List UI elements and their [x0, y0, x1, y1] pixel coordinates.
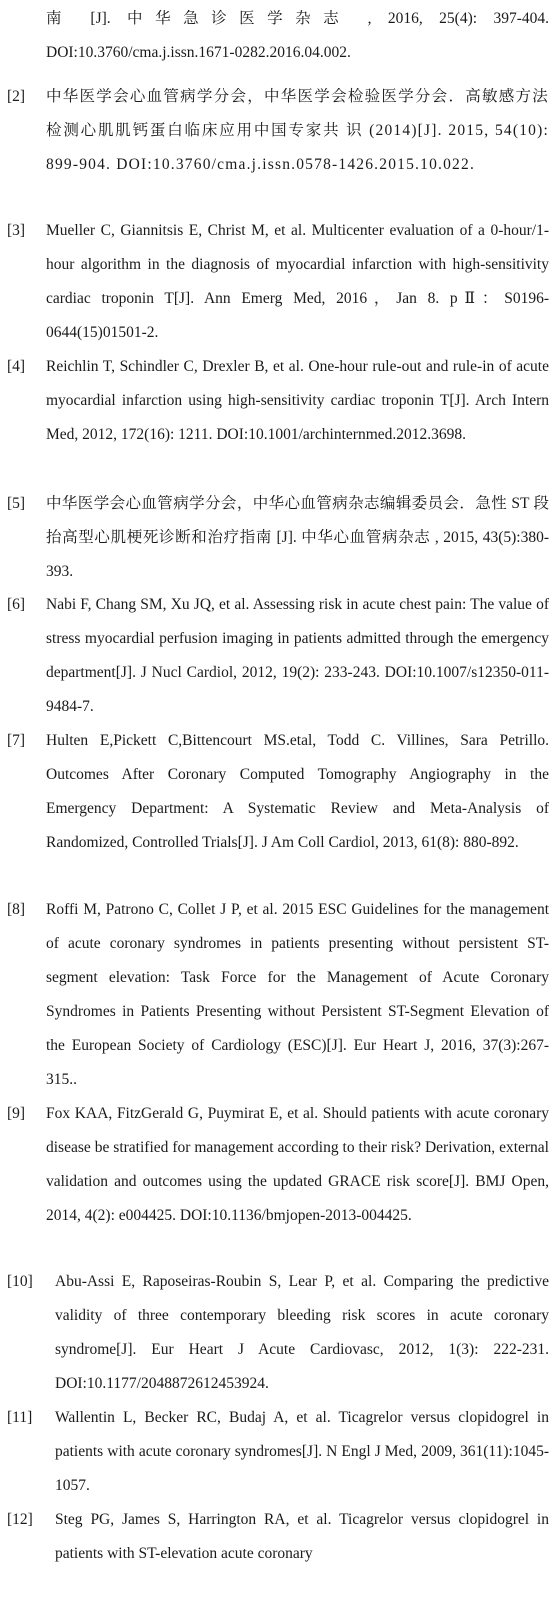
reference-number: [5] [7, 495, 26, 512]
reference-text: Hulten E,Pickett C,Bittencourt MS.etal, Todd C. Villines, Sara Petrillo. Outcomes After Coronary Computed Tomography Angiography in the Emergency Department: A Systematic Review and Meta-Analysis of Randomized, Controlled Trials[J]. J Am Coll Cardiol, 2013, 61(8): 880-892. [46, 732, 549, 851]
reference-number: [7] [7, 732, 26, 749]
reference-item [0, 1503, 559, 1571]
reference-number: [9] [7, 1105, 26, 1122]
reference-text: Wallentin L, Becker RC, Budaj A, et al. Ticagrelor versus clopidogrel in patients with acute coronary syndromes[J]. N Engl J Med, 2009, 361(11):1045-1057. [55, 1409, 549, 1494]
reference-item [0, 588, 559, 724]
reference-number: [11] [7, 1409, 33, 1426]
reference-item [0, 1265, 559, 1401]
reference-text: Reichlin T, Schindler C, Drexler B, et al. One-hour rule-out and rule-in of acute myocardial infarction using high-sensitivity cardiac troponin T[J]. Arch Intern Med, 2012, 172(16): 1211. DOI:10.1001/archinternmed.2012.3698. [46, 358, 549, 443]
reference-text: 南 [J]. 中华急诊医学杂志 , 2016, 25(4): 397-404. DOI:10.3760/cma.j.issn.1671-0282.2016.04.002. [46, 10, 549, 61]
reference-item [0, 350, 559, 452]
reference-text: 中华医学会心血管病学分会，中华心血管病杂志编辑委员会．急性 ST 段抬高型心肌梗死诊断和治疗指南 [J]. 中华心血管病杂志 , 2015, 43(5):380-393. [46, 495, 549, 580]
reference-item [0, 724, 559, 860]
reference-text: Mueller C, Giannitsis E, Christ M, et al. Multicenter evaluation of a 0-hour/1-hour algorithm in the diagnosis of myocardial infarction with high-sensitivity cardiac troponin T[J]. Ann Emerg Med, 2016，Jan 8. pⅡ：S0196-0644(15)01501-2. [46, 222, 549, 341]
reference-item [0, 1401, 559, 1503]
reference-text: Nabi F, Chang SM, Xu JQ, et al. Assessing risk in acute chest pain: The value of stress myocardial perfusion imaging in patients admitted through the emergency department[J]. J Nucl Cardiol, 2012, 19(2): 233-243. DOI:10.1007/s12350-011-9484-7. [46, 596, 549, 715]
reference-text: Fox KAA, FitzGerald G, Puymirat E, et al. Should patients with acute coronary disease be stratified for management according to their risk? Derivation, external validation and outcomes using the updated GRACE risk score[J]. BMJ Open, 2014, 4(2): e004425. DOI:10.1136/bmjopen-2013-004425. [46, 1105, 549, 1224]
reference-number: [6] [7, 596, 26, 613]
reference-item [0, 893, 559, 1097]
reference-number: [12] [7, 1511, 33, 1528]
reference-item [0, 487, 559, 589]
reference-text: Steg PG, James S, Harrington RA, et al. Ticagrelor versus clopidogrel in patients with ST-elevation acute coronary [55, 1511, 549, 1562]
reference-number: [8] [7, 901, 26, 918]
reference-text: 中华医学会心血管病学分会，中华医学会检验医学分会．高敏感方法检测心肌肌钙蛋白临床应用中国专家共 识 (2014)[J]. 2015, 54(10): 899-904. DOI:10.3760/cma.j.issn.0578-1426.2015.10.022. [46, 88, 549, 173]
reference-item [0, 1097, 559, 1233]
reference-number: [3] [7, 222, 26, 239]
reference-item [0, 80, 559, 182]
reference-text: Roffi M, Patrono C, Collet J P, et al. 2015 ESC Guidelines for the management of acute coronary syndromes in patients presenting without persistent ST-segment elevation: Task Force for the Management of Acute Coronary Syndromes in Patients Presenting without Persistent ST-Segment Elevation of the European Society of Cardiology (ESC)[J]. Eur Heart J, 2016, 37(3):267-315.. [46, 901, 549, 1088]
reference-text: Abu-Assi E, Raposeiras-Roubin S, Lear P, et al. Comparing the predictive validity of three contemporary bleeding risk scores in acute coronary syndrome[J]. Eur Heart J Acute Cardiovasc, 2012, 1(3): 222-231. DOI:10.1177/2048872612453924. [55, 1273, 549, 1392]
reference-number: [10] [7, 1273, 33, 1290]
reference-number: [2] [7, 88, 26, 105]
reference-item [0, 2, 559, 70]
reference-number: [4] [7, 358, 26, 375]
reference-item [0, 214, 559, 350]
